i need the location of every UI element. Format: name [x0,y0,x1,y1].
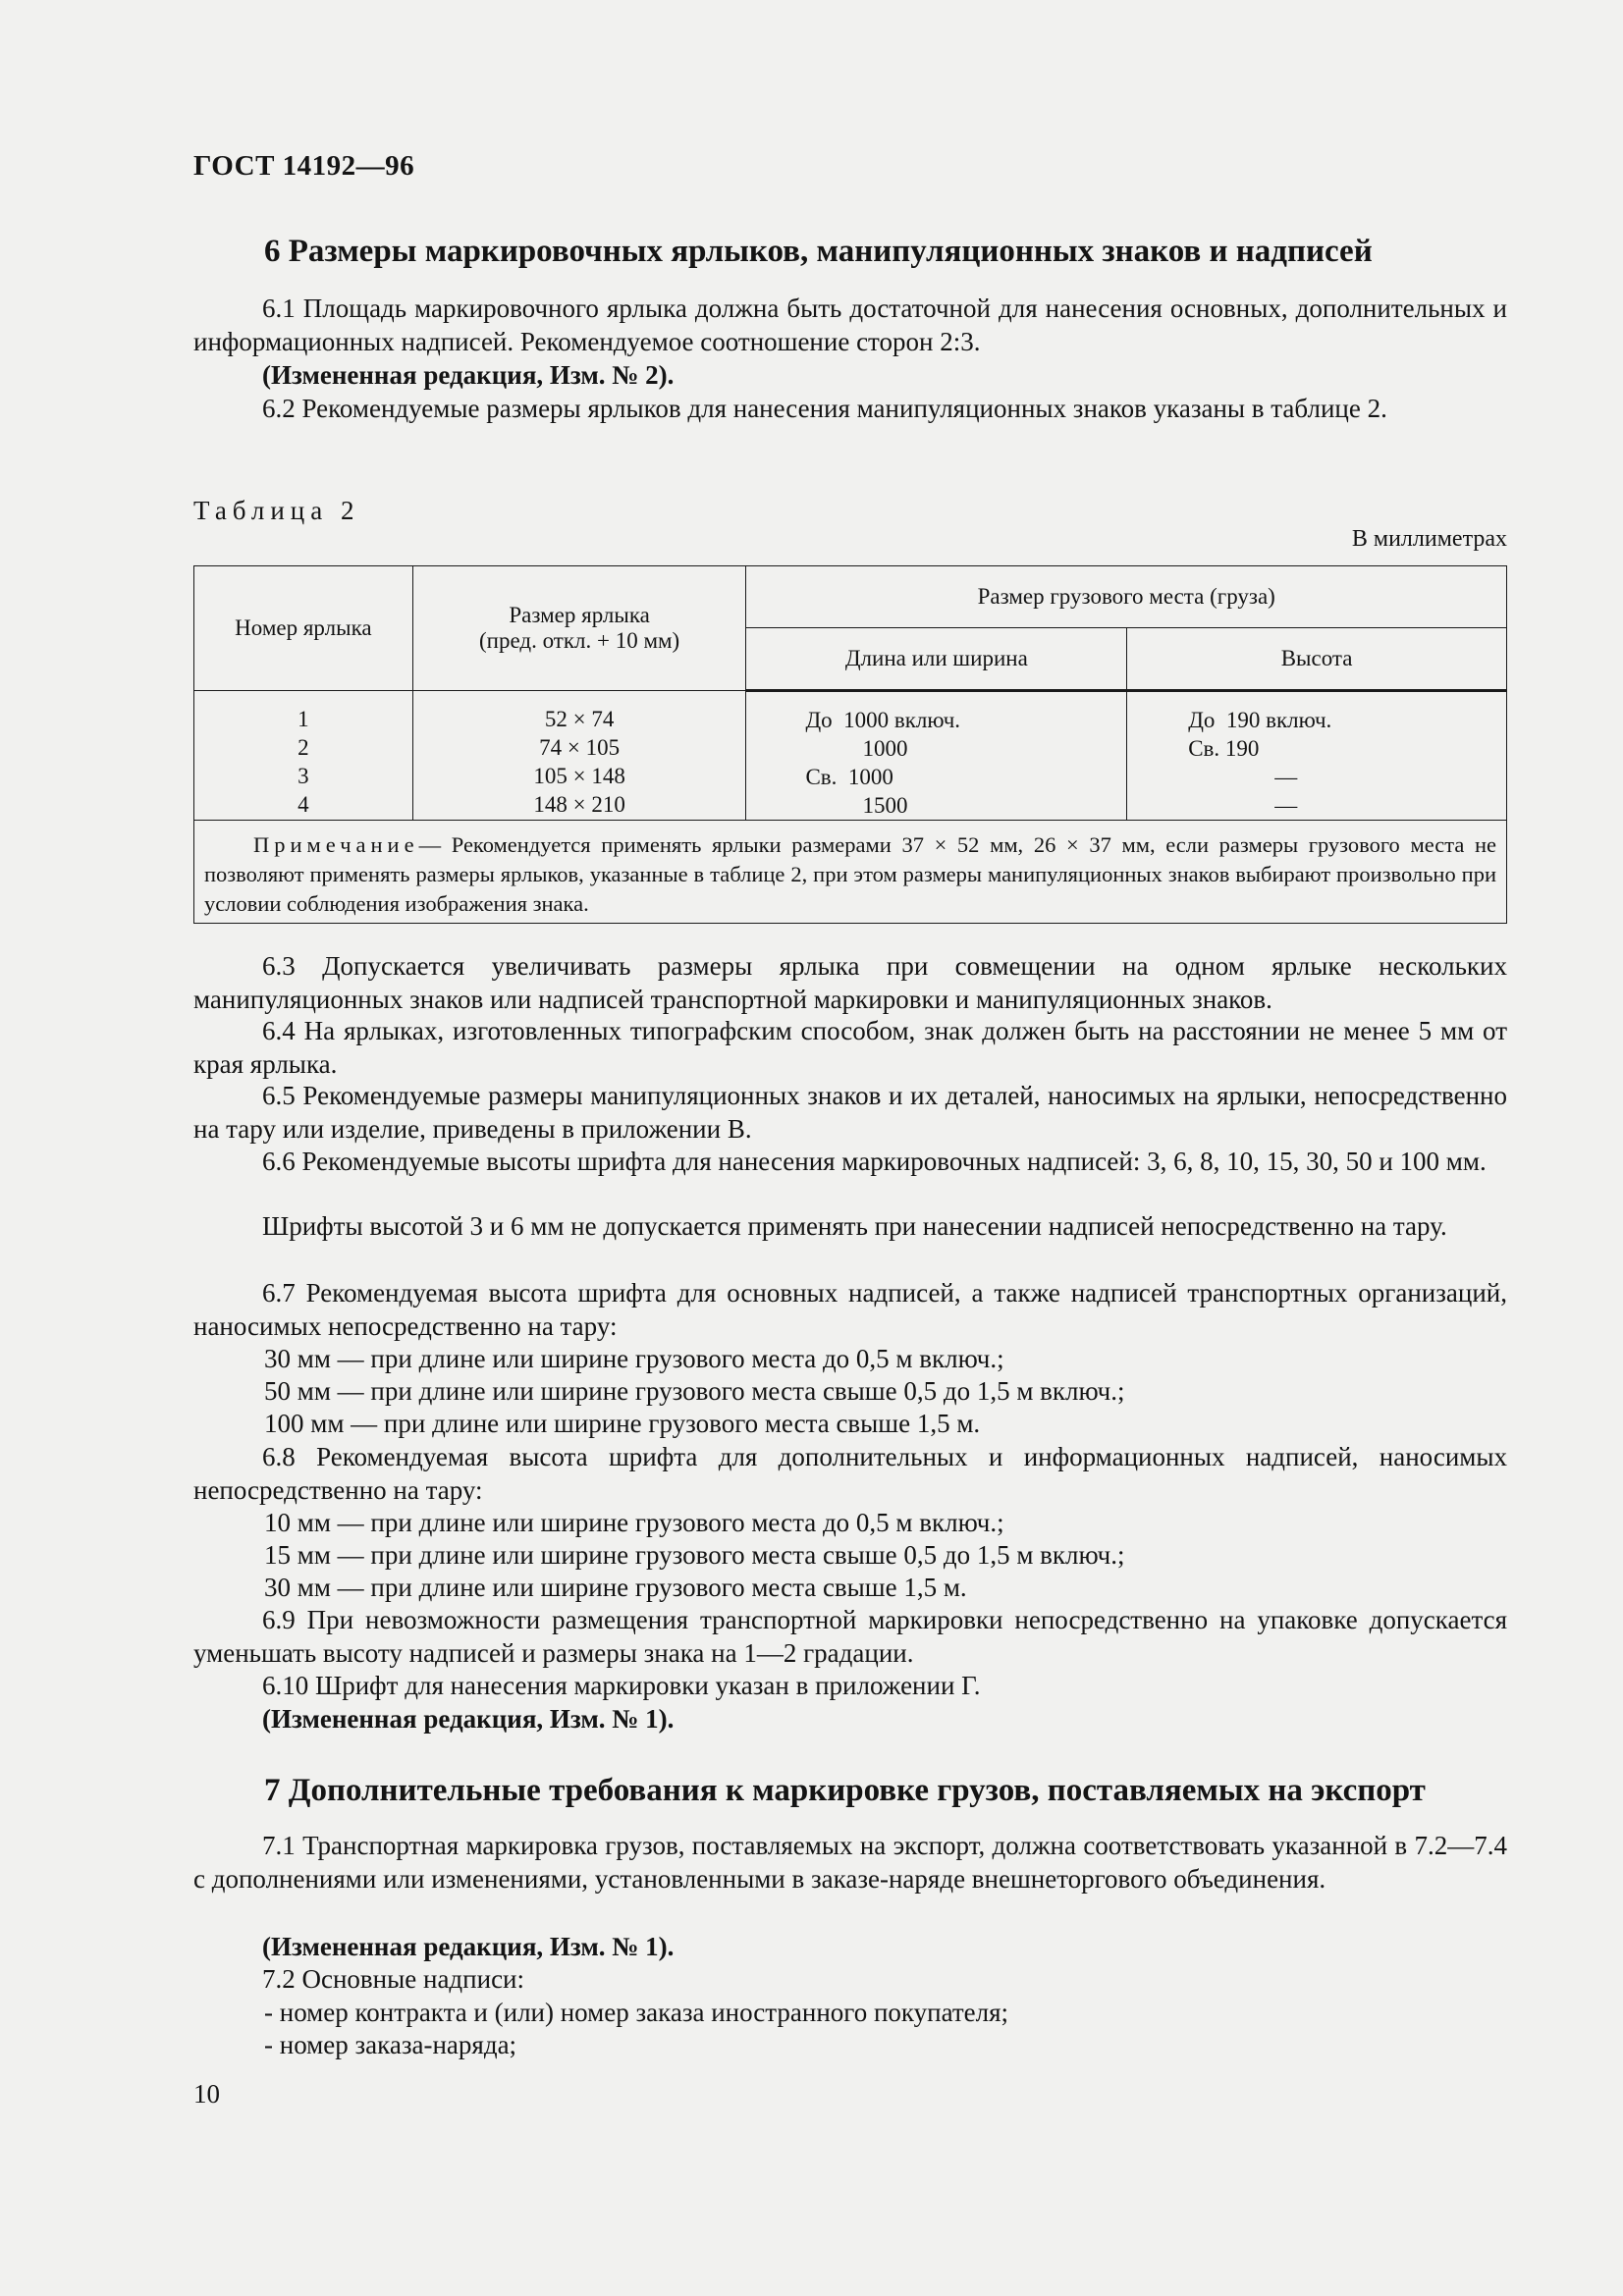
table-cell: 1000 [862,736,908,761]
list-item: 100 мм — при длине или ширине грузового места свыше 1,5 м. [264,1409,981,1438]
paragraph-6-5: 6.5 Рекомендуемые размеры манипуляционных знаков и их деталей, наносимых на ярлыки, непосредственно на тару или изделие, приведены в приложении В. [193,1081,1507,1144]
table-cell: 148 × 210 [533,792,625,817]
paragraph-6-2: 6.2 Рекомендуемые размеры ярлыков для нанесения манипуляционных знаков указаны в таблице 2. [262,394,1387,423]
list-item: 50 мм — при длине или ширине грузового места свыше 0,5 до 1,5 м включ.; [264,1376,1125,1406]
column-lengths [746,691,1127,821]
revision-note-6-1: (Измененная редакция, Изм. № 2). [262,360,675,390]
table-cell: 4 [298,792,309,817]
table-cell: 2 [298,735,309,760]
paragraph-6-4: 6.4 На ярлыках, изготовленных типографским способом, знак должен быть на расстоянии не менее 5 мм от края ярлыка. [193,1016,1507,1079]
table-cell: 74 × 105 [539,735,621,760]
list-item: - номер контракта и (или) номер заказа иностранного покупателя; [264,1998,1009,2027]
revision-note-6-10: (Измененная редакция, Изм. № 1). [262,1704,675,1734]
paragraph-6-10: 6.10 Шрифт для нанесения маркировки указан в приложении Г. [262,1671,981,1700]
table-cell: 52 × 74 [544,707,615,731]
table-cell: 105 × 148 [533,764,625,788]
list-item: - номер заказа-наряда; [264,2030,517,2059]
paragraph-7-1: 7.1 Транспортная маркировка грузов, поставляемых на экспорт, должна соответствовать указанной в 7.2—7.4 с дополнениями или изменениями, установленными в заказе-наряде внешнеторгового объединения. [193,1831,1507,1894]
header-label-size-line1: Размер ярлыка [509,603,650,627]
document-header: ГОСТ 14192—96 [193,150,415,182]
header-label-number: Номер ярлыка [194,566,413,691]
paragraph-6-6: 6.6 Рекомендуемые высоты шрифта для нанесения маркировочных надписей: 3, 6, 8, 10, 15, 30, 50 и 100 мм. [262,1147,1487,1176]
column-label-numbers [194,691,413,821]
header-label-size-line2: (пред. откл. + 10 мм) [479,628,680,653]
table-cell: До 190 включ. [1188,708,1332,732]
paragraph-6-7: 6.7 Рекомендуемая высота шрифта для основных надписей, а также надписей транспортных организаций, наносимых непосредственно на тару: [193,1278,1507,1341]
header-label-size [412,566,746,691]
table-note [194,821,1507,924]
paragraph-6-8: 6.8 Рекомендуемая высота шрифта для дополнительных и информационных надписей, наносимых непосредственно на тару: [193,1442,1507,1505]
label-sizes-table [193,565,1507,924]
list-item: 15 мм — при длине или ширине грузового места свыше 0,5 до 1,5 м включ.; [264,1540,1125,1570]
table-units: В миллиметрах [1351,526,1507,552]
note-label: Примечание [253,832,419,857]
note-text: — Рекомендуется применять ярлыки размерами 37 × 52 мм, 26 × 37 мм, если размеры грузового места не позволяют применять размеры ярлыков, указанные в таблице 2, при этом размеры манипуляционных знаков выбирают произвольно при условии соблюдения изображения знака. [204,832,1496,916]
table-cell: — [1274,765,1298,789]
column-heights [1127,691,1507,821]
table-cell: Св. 190 [1188,736,1260,761]
header-cargo-size: Размер грузового места (груза) [746,566,1507,628]
table-cell: До 1000 включ. [805,708,961,732]
column-label-sizes [412,691,746,821]
table-cell: — [1274,793,1298,818]
list-item: 30 мм — при длине или ширине грузового места до 0,5 м включ.; [264,1344,1004,1373]
page-number: 10 [193,2079,220,2109]
table-cell: Св. 1000 [805,765,893,789]
paragraph-6-9: 6.9 При невозможности размещения транспортной маркировки непосредственно на упаковке допускается уменьшать высоту надписей и размеры знака на 1—2 градации. [193,1605,1507,1668]
revision-note-7-1: (Измененная редакция, Изм. № 1). [262,1932,675,1961]
section-7-title: 7 Дополнительные требования к маркировке грузов, поставляемых на экспорт [264,1773,1426,1808]
paragraph-6-3: 6.3 Допускается увеличивать размеры ярлыка при совмещении на одном ярлыке нескольких манипуляционных знаков или надписей транспортной маркировки и манипуляционных знаков. [193,951,1507,1014]
header-height: Высота [1127,628,1507,691]
paragraph-6-1: 6.1 Площадь маркировочного ярлыка должна быть достаточной для нанесения основных, дополнительных и информационных надписей. Рекомендуемое соотношение сторон 2:3. [193,294,1507,356]
list-item: 10 мм — при длине или ширине грузового места до 0,5 м включ.; [264,1508,1004,1537]
table-caption: Таблица 2 [193,496,360,525]
section-6-title: 6 Размеры маркировочных ярлыков, манипуляционных знаков и надписей [264,234,1373,269]
paragraph-7-2: 7.2 Основные надписи: [262,1964,525,1994]
table-cell: 3 [298,764,309,788]
header-length-width: Длина или ширина [746,628,1127,691]
list-item: 30 мм — при длине или ширине грузового места свыше 1,5 м. [264,1573,967,1602]
table-cell: 1 [298,707,309,731]
paragraph-6-6b: Шрифты высотой 3 и 6 мм не допускается применять при нанесении надписей непосредственно на тару. [262,1211,1447,1241]
table-cell: 1500 [862,793,908,818]
